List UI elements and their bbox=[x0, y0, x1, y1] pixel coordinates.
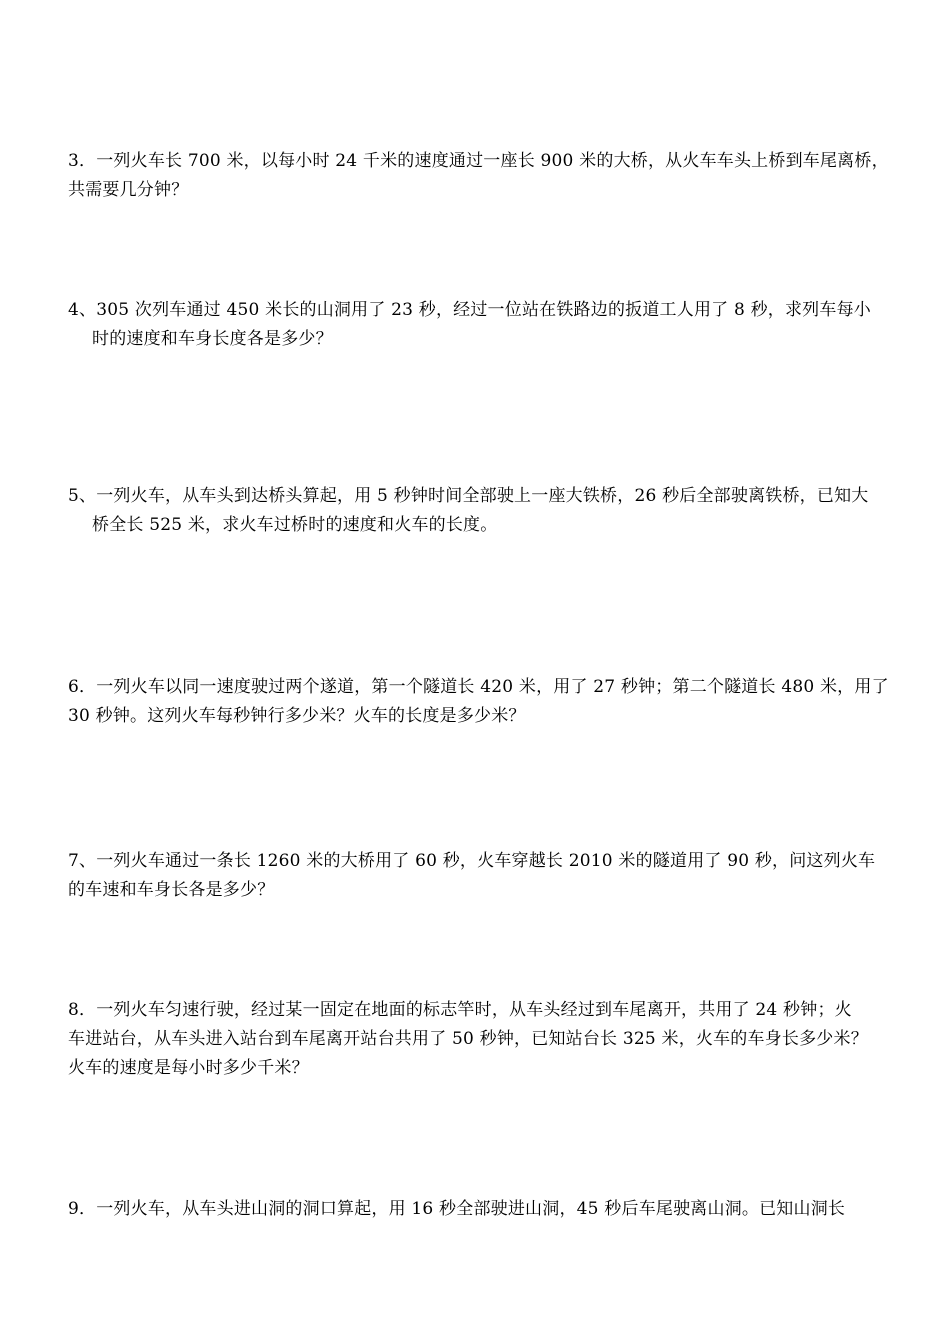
problem-8-line-2: 车进站台，从车头进入站台到车尾离开站台共用了 50 秒钟，已知站台长 325 米，火车的车身长多少米？ bbox=[68, 1029, 868, 1049]
problem-7 bbox=[68, 847, 908, 905]
problem-6-line-2: 30 秒钟。这列火车每秒钟行多少米？火车的长度是多少米？ bbox=[68, 706, 526, 726]
problem-3 bbox=[68, 147, 908, 205]
problem-5-line-2: 桥全长 525 米，求火车过桥时的速度和火车的长度。 bbox=[92, 515, 498, 535]
problem-6 bbox=[68, 673, 908, 731]
problem-4-line-2: 时的速度和车身长度各是多少？ bbox=[92, 329, 333, 349]
problem-6-line-1: 6．一列火车以同一速度驶过两个遂道，第一个隧道长 420 米，用了 27 秒钟；第二个隧道长 480 米，用了 bbox=[68, 677, 889, 697]
problem-9 bbox=[68, 1195, 908, 1224]
problem-5 bbox=[68, 482, 908, 540]
problem-8-line-1: 8．一列火车匀速行驶，经过某一固定在地面的标志竿时，从车头经过到车尾离开，共用了 24 秒钟；火 bbox=[68, 1000, 852, 1020]
problem-3-line-2: 共需要几分钟？ bbox=[68, 180, 189, 200]
problem-3-line-1: 3．一列火车长 700 米，以每小时 24 千米的速度通过一座长 900 米的大桥，从火车车头上桥到车尾离桥， bbox=[68, 151, 889, 171]
problem-9-line-1: 9．一列火车，从车头进山洞的洞口算起，用 16 秒全部驶进山洞，45 秒后车尾驶离山洞。已知山洞长 bbox=[68, 1199, 846, 1219]
problem-7-line-1: 7、一列火车通过一条长 1260 米的大桥用了 60 秒，火车穿越长 2010 米的隧道用了 90 秒，问这列火车 bbox=[68, 851, 876, 871]
problem-7-line-2: 的车速和车身长各是多少？ bbox=[68, 880, 275, 900]
problem-4-line-1: 4、305 次列车通过 450 米长的山洞用了 23 秒，经过一位站在铁路边的扳道工人用了 8 秒，求列车每小 bbox=[68, 300, 871, 320]
problem-5-line-1: 5、一列火车，从车头到达桥头算起，用 5 秒钟时间全部驶上一座大铁桥，26 秒后全部驶离铁桥，已知大 bbox=[68, 486, 869, 506]
problem-8 bbox=[68, 996, 908, 1083]
problem-4 bbox=[68, 296, 908, 354]
problem-8-line-3: 火车的速度是每小时多少千米？ bbox=[68, 1058, 309, 1078]
